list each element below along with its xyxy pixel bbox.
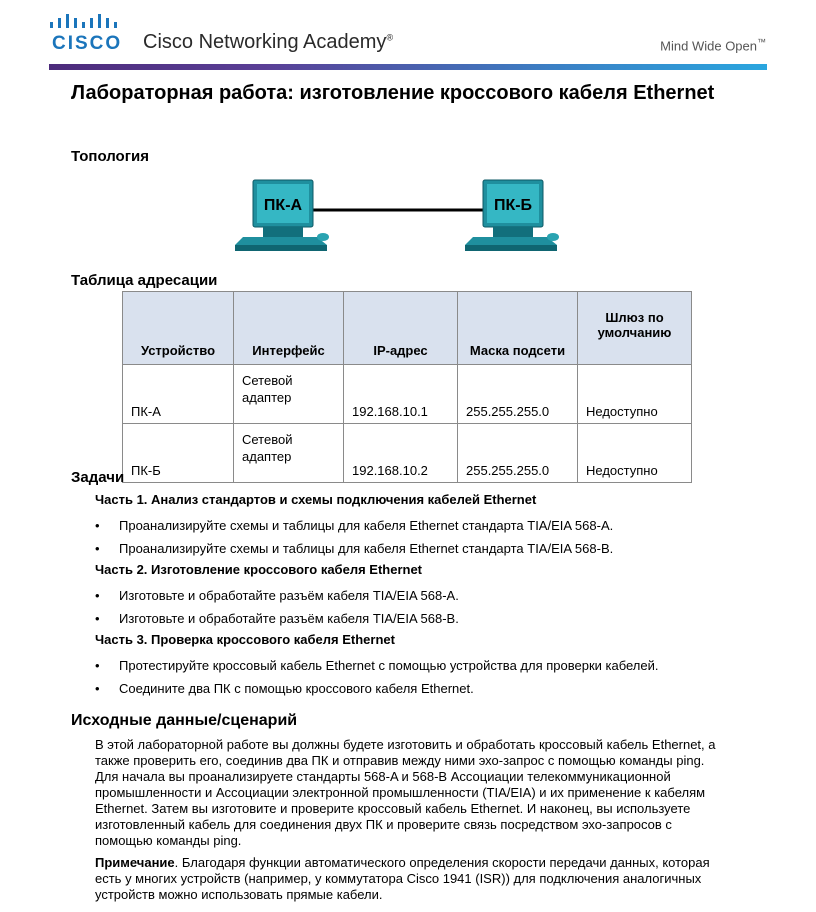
col-device: Устройство — [123, 292, 234, 365]
cell-ip: 192.168.10.2 — [344, 424, 458, 483]
header-divider — [49, 64, 767, 70]
cell-gateway: Недоступно — [578, 365, 692, 424]
academy-name: Cisco Networking Academy® — [143, 31, 394, 53]
background-paragraph: В этой лабораторной работе вы должны будете изготовить и обработать кроссовый кабель Ethernet, а также проверить его, соединив два ПК и отправив между ними эхо-запрос с помощью команды ping. Для начала вы проанализируете стандарты 568-A и 568-B Ассоциации телекоммуникационной промышленности и Ассоциации электронной промышленности (TIA/EIA) и их применение к кабелям Ethernet. Затем вы изготовите и проверите кроссовый кабель Ethernet. И наконец, вы используете изготовленный кабель для соединения двух ПК и проверите связь посредством эхо-запросов с помощью команды ping. — [95, 737, 716, 848]
pc-b-icon — [465, 180, 559, 251]
addressing-table — [122, 291, 692, 483]
pc-a-icon — [235, 180, 329, 251]
note-label: Примечание — [95, 855, 175, 870]
cisco-logo-icon — [50, 12, 122, 32]
cell-mask: 255.255.255.0 — [458, 424, 578, 483]
addressing-heading: Таблица адресации — [71, 272, 218, 289]
cell-gateway: Недоступно — [578, 424, 692, 483]
page-header — [0, 0, 816, 72]
cisco-logo-word: CISCO — [52, 33, 123, 54]
col-mask: Маска подсети — [458, 292, 578, 365]
cell-interface: Сетевой адаптер — [234, 365, 344, 424]
list-item: • Изготовьте и обработайте разъём кабеля TIA/EIA 568-A. — [95, 587, 459, 610]
cell-device: ПК-Б — [123, 424, 234, 483]
cell-interface: Сетевой адаптер — [234, 424, 344, 483]
col-gateway: Шлюз по умолчанию — [578, 292, 692, 365]
col-ip: IP-адрес — [344, 292, 458, 365]
col-interface: Интерфейс — [234, 292, 344, 365]
part-1-title: Часть 1. Анализ стандартов и схемы подключения кабелей Ethernet — [95, 492, 537, 507]
pc-a-label: ПК-A — [263, 197, 303, 214]
table-row — [123, 365, 692, 424]
cell-device: ПК-A — [123, 365, 234, 424]
part-2-list — [95, 587, 459, 633]
background-heading: Исходные данные/сценарий — [71, 712, 298, 729]
list-item: • Соедините два ПК с помощью кроссового кабеля Ethernet. — [95, 680, 659, 703]
list-item: • Протестируйте кроссовый кабель Ethernet с помощью устройства для проверки кабелей. — [95, 657, 659, 680]
part-3-list — [95, 657, 659, 703]
part-3-title: Часть 3. Проверка кроссового кабеля Ethernet — [95, 632, 395, 647]
note-paragraph — [95, 855, 720, 903]
note-text: . Благодаря функции автоматического определения скорости передачи данных, которая есть у многих устройств (например, у коммутатора Cisco 1941 (ISR)) для подключения аналогичных устройств можно использовать прямые кабели. — [95, 855, 710, 902]
tagline: Mind Wide Open™ — [660, 37, 766, 54]
pc-b-label: ПК-Б — [493, 197, 533, 214]
topology-heading: Топология — [71, 148, 149, 165]
table-header-row — [123, 292, 692, 365]
list-item: • Проанализируйте схемы и таблицы для кабеля Ethernet стандарта TIA/EIA 568-B. — [95, 540, 613, 563]
part-1-list — [95, 517, 613, 563]
topology-diagram — [235, 175, 565, 255]
part-2-title: Часть 2. Изготовление кроссового кабеля Ethernet — [95, 562, 422, 577]
cell-mask: 255.255.255.0 — [458, 365, 578, 424]
list-item: • Проанализируйте схемы и таблицы для кабеля Ethernet стандарта TIA/EIA 568-A. — [95, 517, 613, 540]
objectives-heading: Задачи — [71, 469, 125, 486]
list-item: • Изготовьте и обработайте разъём кабеля TIA/EIA 568-B. — [95, 610, 459, 633]
cell-ip: 192.168.10.1 — [344, 365, 458, 424]
page-title: Лабораторная работа: изготовление кроссового кабеля Ethernet — [71, 82, 715, 104]
table-row — [123, 424, 692, 483]
